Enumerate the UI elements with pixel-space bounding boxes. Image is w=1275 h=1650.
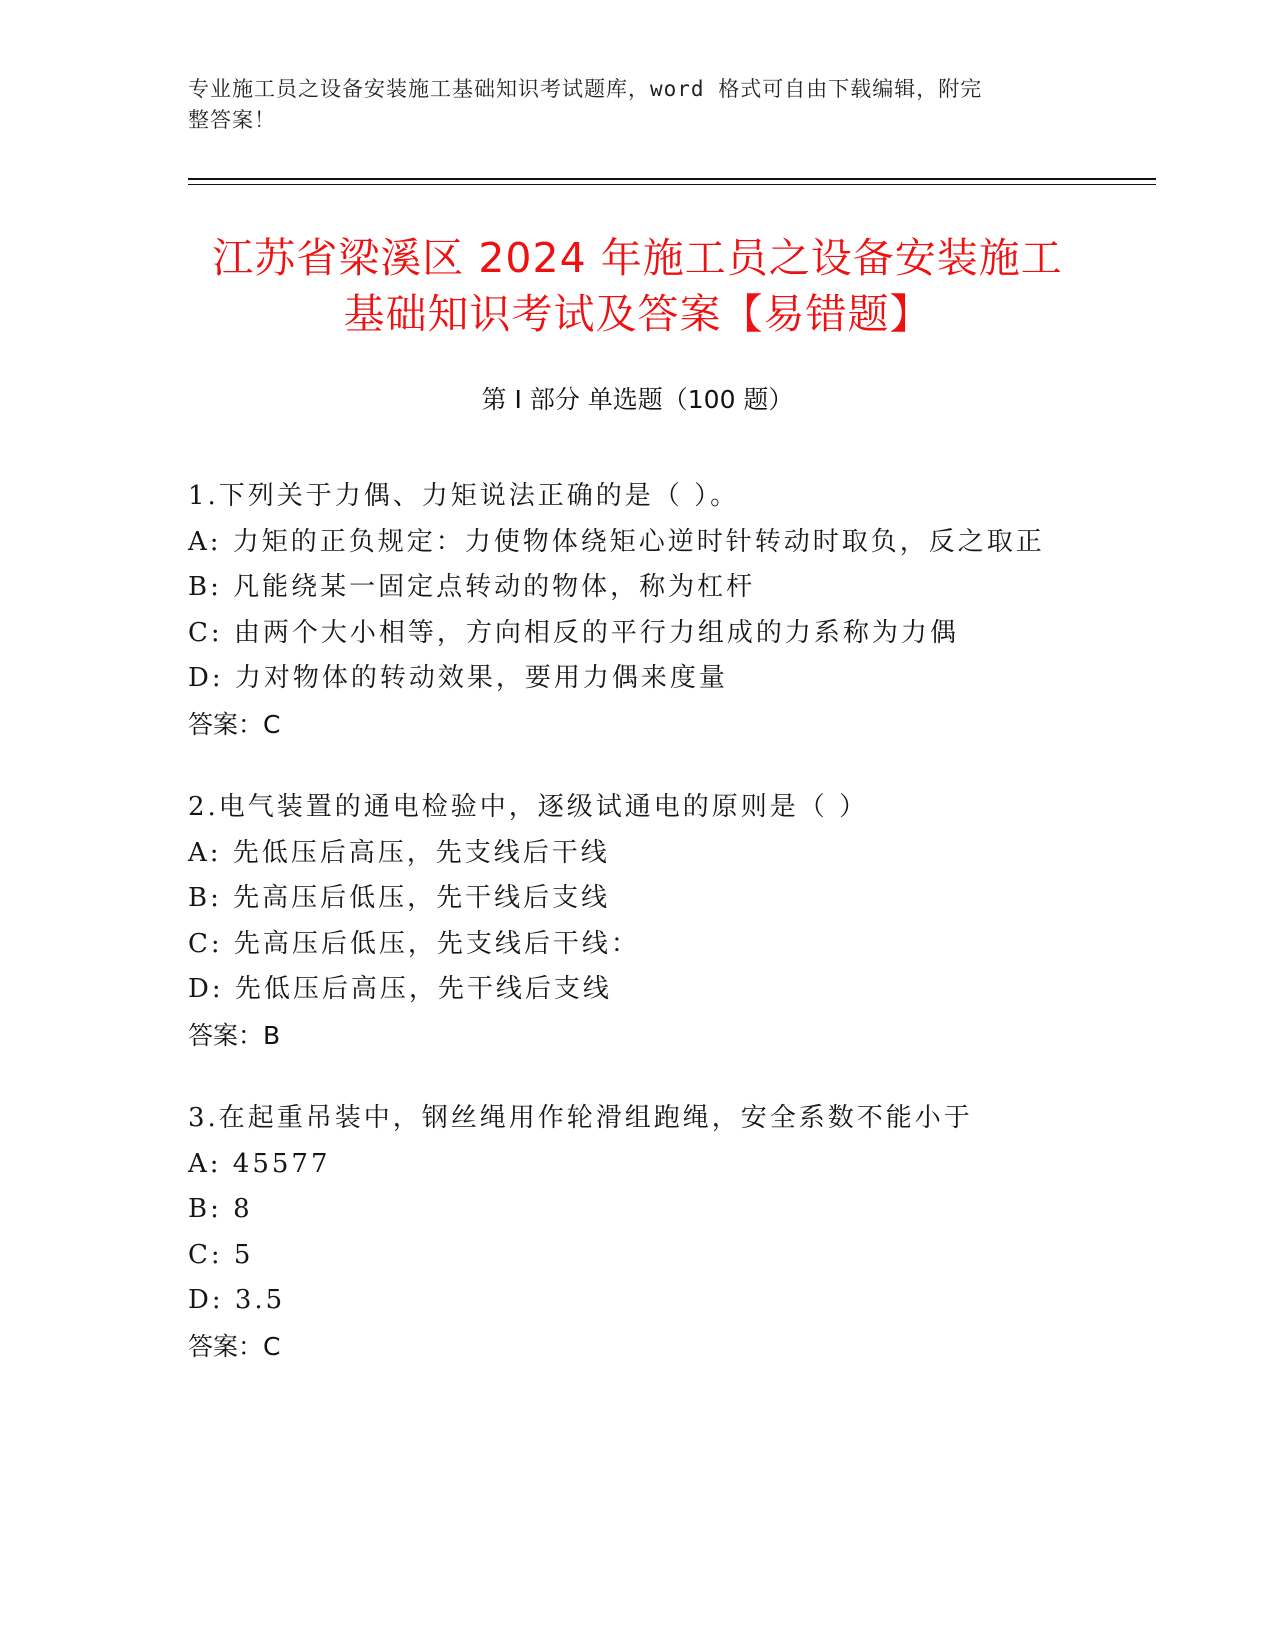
answer: 答案：B [188,1020,281,1050]
option-a: A: 先低压后高压，先支线后干线 [188,837,610,868]
option-a: A: 45577 [188,1148,331,1179]
header-divider-thick [188,178,1156,180]
question-list [188,474,1088,1407]
header-note-line-1: 专业施工员之设备安装施工基础知识考试题库，word 格式可自由下载编辑，附完 [188,77,983,101]
question-stem: 1.下列关于力偶、力矩说法正确的是（ ）。 [188,481,740,511]
header-note [188,74,1068,136]
question-2 [188,785,1088,1058]
option-a: A: 力矩的正负规定：力使物体绕矩心逆时针转动时取负，反之取正 [188,526,1045,557]
question-stem: 3.在起重吊装中，钢丝绳用作轮滑组跑绳，安全系数不能小于 [188,1103,973,1133]
option-c: C: 先高压后低压，先支线后干线： [188,928,640,959]
header-note-line-2: 整答案！ [188,108,276,132]
option-c: C: 由两个大小相等，方向相反的平行力组成的力系称为力偶 [188,617,959,648]
question-1 [188,474,1088,747]
section-heading: 第 I 部分 单选题（100 题） [481,385,794,414]
option-b: B: 凡能绕某一固定点转动的物体，称为杠杆 [188,572,756,602]
option-d: D: 先低压后高压，先干线后支线 [188,974,612,1004]
option-d: D: 3.5 [188,1285,286,1315]
option-b: B: 先高压后低压，先干线后支线 [188,883,611,913]
option-b: B: 8 [188,1194,253,1224]
answer: 答案：C [188,1331,281,1361]
question-stem: 2.电气装置的通电检验中，逐级试通电的原则是（ ） [188,792,869,822]
question-3 [188,1096,1088,1369]
document-title [150,230,1125,342]
answer: 答案：C [188,709,281,739]
document-title-line-2: 基础知识考试及答案【易错题】 [343,290,932,338]
document-title-line-1: 江苏省梁溪区 2024 年施工员之设备安装施工 [212,234,1063,282]
option-c: C: 5 [188,1239,254,1270]
option-d: D: 力对物体的转动效果，要用力偶来度量 [188,663,728,693]
header-divider-thin [188,184,1156,185]
